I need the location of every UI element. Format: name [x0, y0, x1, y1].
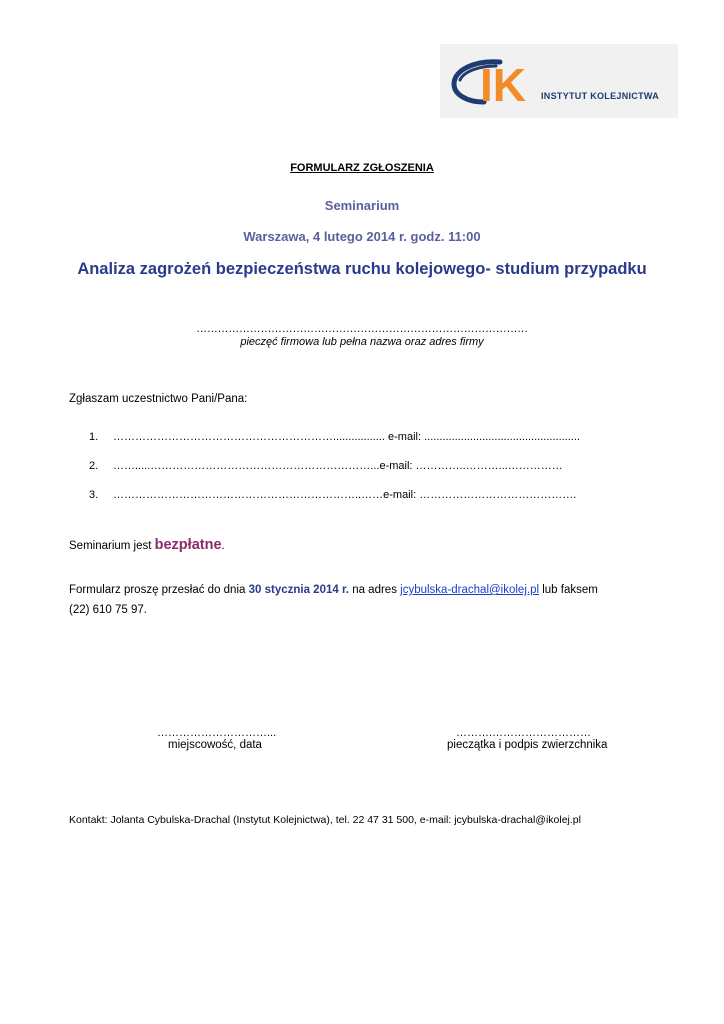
- contact-footer: Kontakt: Jolanta Cybulska-Drachal (Instytut Kolejnictwa), tel. 22 47 31 500, e-mail: jcybulska-drachal@ikolej.pl: [69, 814, 581, 826]
- fax-number: (22) 610 75 97.: [69, 604, 148, 616]
- participant-row: [89, 489, 576, 501]
- participant-email-label: e-mail:: [379, 460, 416, 472]
- free-seminar-note: [69, 537, 225, 553]
- place-date-caption: miejscowość, data: [168, 739, 262, 751]
- participant-row: [89, 431, 580, 443]
- company-field-line[interactable]: …………………………………………………………………………………: [196, 323, 528, 335]
- participant-name-field[interactable]: …….....……………………………………………………...: [113, 460, 380, 472]
- form-title: FORMULARZ ZGŁOSZENIA: [290, 162, 434, 174]
- participant-email-field[interactable]: …………..………...……………: [415, 460, 563, 472]
- supervisor-signature-field[interactable]: ……….………………………: [456, 727, 592, 739]
- participant-name-field[interactable]: …………………………………………………………..……: [113, 489, 384, 501]
- participants-intro: Zgłaszam uczestnictwo Pani/Pana:: [69, 393, 248, 405]
- supervisor-signature-caption: pieczątka i podpis zwierzchnika: [447, 739, 608, 751]
- participant-name-field[interactable]: …………………………………………………….................: [113, 431, 385, 443]
- free-prefix: Seminarium jest: [69, 540, 155, 552]
- participant-email-label: e-mail:: [383, 489, 420, 501]
- deadline-date: 30 stycznia 2014 r.: [248, 584, 349, 596]
- participant-email-label: e-mail:: [384, 431, 425, 443]
- free-suffix: .: [221, 540, 225, 552]
- participant-email-field[interactable]: …………………………………….: [419, 489, 577, 501]
- place-date-field[interactable]: …………………………...: [157, 727, 277, 739]
- seminar-topic: Analiza zagrożeń bezpieczeństwa ruchu kolejowego- studium przypadku: [77, 260, 647, 278]
- send-part3: lub faksem: [539, 584, 598, 596]
- email-link[interactable]: jcybulska-drachal@ikolej.pl: [400, 584, 540, 596]
- institute-logo: [440, 44, 678, 118]
- company-field-caption: pieczęć firmowa lub pełna nazwa oraz adres firmy: [240, 336, 484, 348]
- logo-letters: IK: [480, 59, 526, 111]
- send-instructions: [69, 584, 598, 596]
- participant-number: 2.: [89, 460, 99, 472]
- send-part1: Formularz proszę przesłać do dnia: [69, 584, 249, 596]
- logo-graphic: [440, 44, 678, 118]
- participant-email-field[interactable]: ...................................................: [424, 431, 580, 443]
- participant-number: 1.: [89, 431, 99, 443]
- logo-name: INSTYTUT KOLEJNICTWA: [541, 91, 659, 101]
- send-part2: na adres: [349, 584, 401, 596]
- free-word: bezpłatne: [154, 537, 222, 553]
- seminar-date: Warszawa, 4 lutego 2014 r. godz. 11:00: [243, 229, 481, 244]
- participant-row: [89, 460, 563, 472]
- seminar-label: Seminarium: [324, 198, 400, 213]
- participant-number: 3.: [89, 489, 99, 501]
